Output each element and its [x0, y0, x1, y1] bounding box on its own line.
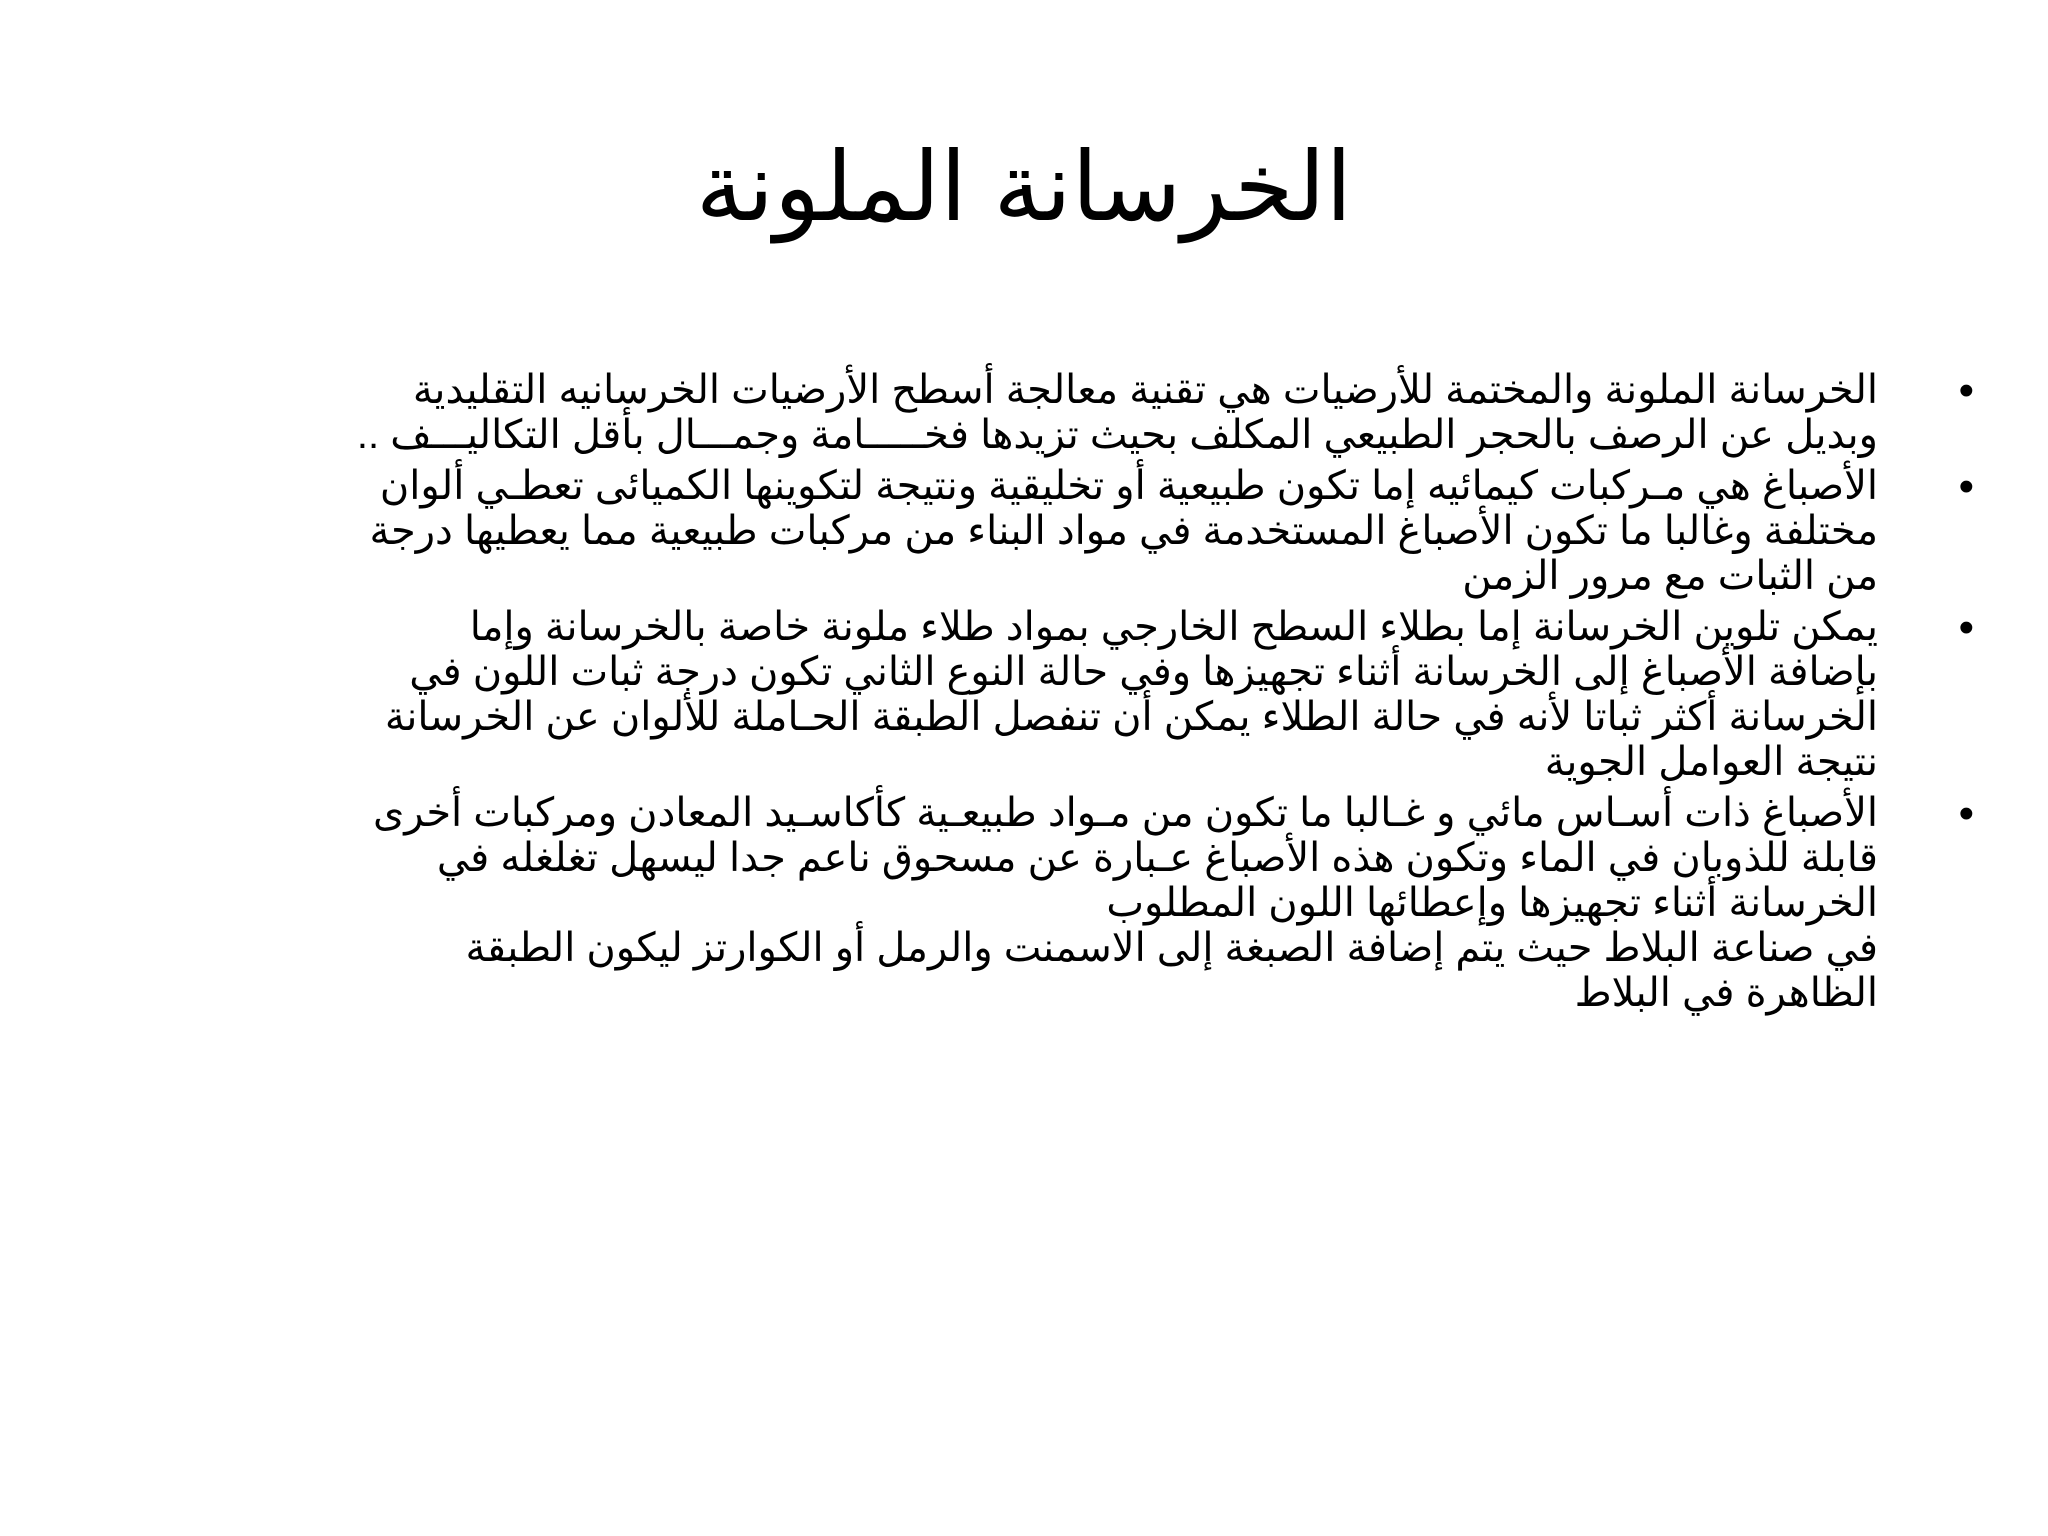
bullet-line: الخرسانة الملونة والمختمة للأرضيات هي تقنية معالجة أسطح الأرضيات الخرسانيه التقليدية: [412, 368, 1878, 412]
bullet-item: [148, 366, 1974, 458]
bullet-line: يمكن تلوين الخرسانة إما بطلاء السطح الخارجي بمواد طلاء ملونة خاصة بالخرسانة وإما: [469, 605, 1878, 649]
bullet-line: نتيجة العوامل الجوية: [1544, 740, 1878, 784]
bullet-dot-icon: •: [1958, 366, 1974, 415]
bullet-line: الظاهرة في البلاط: [1574, 971, 1878, 1015]
bullet-list: [148, 366, 1974, 1022]
bullet-item: [148, 603, 1974, 785]
bullet-item: [148, 462, 1974, 599]
bullet-dot-icon: •: [1958, 789, 1974, 838]
bullet-dot-icon: •: [1958, 603, 1974, 652]
bullet-line: الخرسانة أكثر ثباتا لأنه في حالة الطلاء يمكن أن تنفصل الطبقة الحـاملة للألوان عن الخرسانة: [384, 695, 1878, 739]
slide-title: الخرسانة الملونة: [695, 134, 1353, 241]
bullet-item: [148, 789, 1974, 1016]
bullet-line: الأصباغ ذات أسـاس مائي و غـالبا ما تكون من مـواد طبيعـية كأكاسـيد المعادن ومركبات أخرى: [372, 791, 1878, 835]
bullet-line: في صناعة البلاط حيث يتم إضافة الصبغة إلى الاسمنت والرمل أو الكوارتز ليكون الطبقة: [465, 926, 1878, 970]
bullet-line: الخرسانة أثناء تجهيزها وإعطائها اللون المطلوب: [1106, 881, 1878, 925]
bullet-line: الأصباغ هي مـركبات كيمائيه إما تكون طبيعية أو تخليقية ونتيجة لتكوينها الكميائى تعطـي ألوان: [379, 464, 1878, 508]
bullet-line: قابلة للذوبان في الماء وتكون هذه الأصباغ عـبارة عن مسحوق ناعم جدا ليسهل تغلغله في: [436, 836, 1878, 880]
bullet-dot-icon: •: [1958, 462, 1974, 511]
bullet-line: من الثبات مع مرور الزمن: [1462, 554, 1878, 598]
bullet-line: وبديل عن الرصف بالحجر الطبيعي المكلف بحيث تزيدها فخـــــامة وجمـــال بأقل التكاليـــف ..: [356, 413, 1878, 457]
bullet-line: بإضافة الأصباغ إلى الخرسانة أثناء تجهيزها وفي حالة النوع الثاني تكون درجة ثبات اللون في: [409, 650, 1878, 694]
bullet-line: مختلفة وغالبا ما تكون الأصباغ المستخدمة في مواد البناء من مركبات طبيعية مما يعطيها درجة: [369, 509, 1878, 553]
